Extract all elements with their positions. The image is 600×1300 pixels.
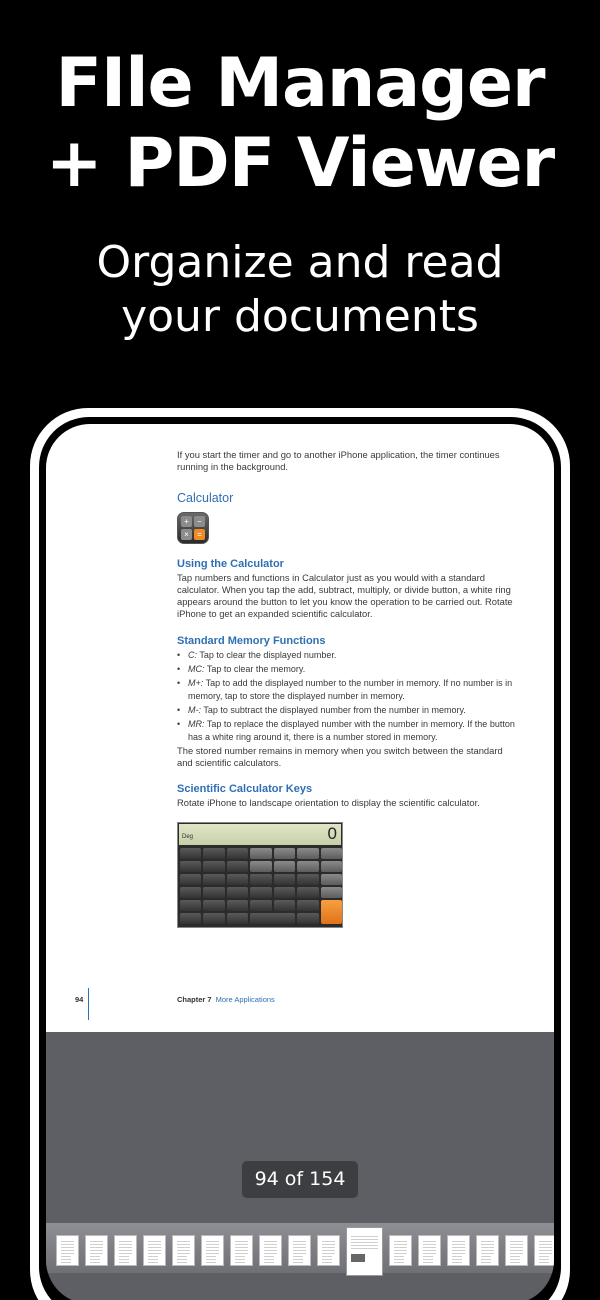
page-thumbnail[interactable] xyxy=(114,1235,137,1266)
list-item: • MC: Tap to clear the memory. xyxy=(177,663,517,675)
scientific-calculator-image xyxy=(177,822,343,928)
chapter-label: Chapter 7 xyxy=(177,995,212,1004)
list-item: • C: Tap to clear the displayed number. xyxy=(177,649,517,661)
page-thumbnail[interactable] xyxy=(259,1235,282,1266)
promo-subtitle xyxy=(0,236,600,344)
page-thumbnail[interactable] xyxy=(505,1235,528,1266)
phone-bezel xyxy=(39,417,561,1300)
chapter-title: More Applications xyxy=(215,995,275,1004)
page-thumbnail[interactable] xyxy=(56,1235,79,1266)
angle-mode: Deg xyxy=(182,833,194,840)
page-thumbnail[interactable] xyxy=(172,1235,195,1266)
intro-paragraph: If you start the timer and go to another iPhone application, the timer continues running in the background. xyxy=(177,449,500,473)
display-value: 0 xyxy=(327,823,337,843)
list-item: • M+: Tap to add the displayed number to the number in memory. If no number is in memory, tap to store the displayed number in memory. xyxy=(177,677,517,702)
calculator-app-icon: + − × = xyxy=(177,512,209,544)
page-thumbnail[interactable] xyxy=(447,1235,470,1266)
thumbnail-strip[interactable] xyxy=(46,1223,554,1273)
sci-heading: Scientific Calculator Keys xyxy=(177,783,313,796)
promo-title-line-2: + PDF Viewer xyxy=(45,124,555,203)
chapter-footer xyxy=(177,995,275,1004)
page-thumbnail[interactable] xyxy=(85,1235,108,1266)
memory-heading: Standard Memory Functions xyxy=(177,634,326,647)
page-thumbnail[interactable] xyxy=(230,1235,253,1266)
page-thumbnail[interactable] xyxy=(346,1227,383,1276)
page-content xyxy=(177,449,517,928)
page-thumbnail[interactable] xyxy=(534,1235,554,1266)
pdf-page[interactable] xyxy=(46,424,554,1032)
page-number: 94 xyxy=(75,995,84,1004)
using-paragraph: Tap numbers and functions in Calculator just as you would with a standard calculator. When you tap the add, subtract, multiply, or divide button, a white ring appears around the button to let you know the operation to be carried out. Rotate iPhone to get an expanded scientific calculator. xyxy=(177,571,513,620)
memory-note: The stored number remains in memory when you switch between the standard and scientific calculators. xyxy=(177,744,503,769)
promo-subtitle-line-2: your documents xyxy=(121,291,479,342)
list-item: • M-: Tap to subtract the displayed number from the number in memory. xyxy=(177,704,517,716)
promo-subtitle-line-1: Organize and read xyxy=(96,237,504,288)
phone-frame xyxy=(30,408,570,1300)
page-indicator: 94 of 154 xyxy=(242,1161,358,1198)
page-thumbnail[interactable] xyxy=(201,1235,224,1266)
page-thumbnail[interactable] xyxy=(317,1235,340,1266)
promo-title-line-1: FIle Manager xyxy=(55,44,545,123)
memory-list xyxy=(177,649,517,743)
calculator-display xyxy=(179,824,341,845)
page-thumbnail[interactable] xyxy=(288,1235,311,1266)
using-heading: Using the Calculator xyxy=(177,557,284,570)
page-thumbnail[interactable] xyxy=(476,1235,499,1266)
page-thumbnail[interactable] xyxy=(143,1235,166,1266)
section-title: Calculator xyxy=(177,490,234,505)
calculator-keypad xyxy=(180,848,342,924)
page-thumbnail[interactable] xyxy=(418,1235,441,1266)
page-thumbnail[interactable] xyxy=(389,1235,412,1266)
list-item: • MR: Tap to replace the displayed number with the number in memory. If the button has a white ring around it, there is a number stored in memory. xyxy=(177,718,517,743)
sci-paragraph: Rotate iPhone to landscape orientation to display the scientific calculator. xyxy=(177,797,480,809)
pdf-viewer-screen xyxy=(46,424,554,1300)
promo-title xyxy=(0,44,600,204)
page-footer xyxy=(46,994,554,1032)
